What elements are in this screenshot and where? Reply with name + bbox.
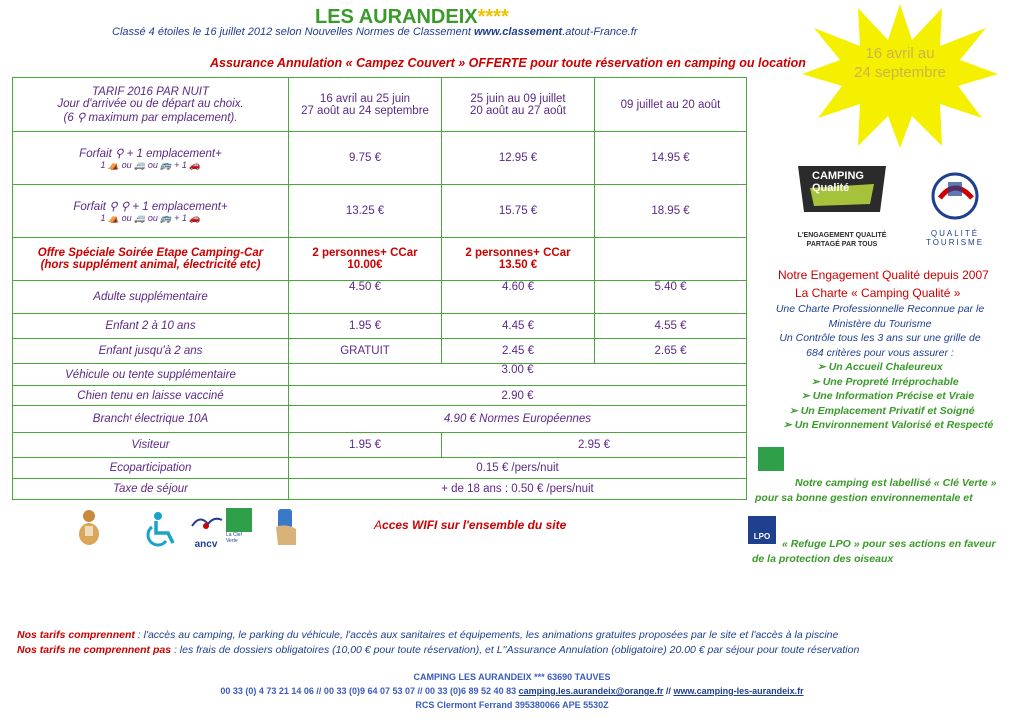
offre-p1-value: 10.00€ <box>347 259 383 271</box>
adulte-label: Adulte supplémentaire <box>13 281 289 314</box>
table-row <box>13 406 747 433</box>
offre-title: Offre Spéciale Soirée Etape Camping-Car <box>37 247 264 259</box>
cle-verte-line: Notre camping est labellisé « Clé Verte » <box>795 477 997 489</box>
taxe-price: + de 18 ans : 0.50 € /pers/nuit <box>289 479 747 500</box>
fire-safety-icon <box>76 508 102 546</box>
adulte-price-p3: 5.40 € <box>595 281 747 314</box>
footer <box>0 670 1024 712</box>
forfait-1-price-p2: 12.95 € <box>442 132 595 185</box>
wifi-initial: A <box>374 518 383 532</box>
footer-phones: 00 33 (0) 4 73 21 14 06 // 00 33 (0)9 64 07 53 07 // 00 33 (0)6 89 52 40 83 <box>220 686 519 696</box>
tariff-table <box>12 77 747 500</box>
tarifs-comprennent <box>17 628 859 643</box>
offre-price-p3 <box>595 238 747 281</box>
ancv-text: ancv <box>194 539 218 550</box>
offre-p2-desc: 2 personnes+ CCar <box>465 247 571 259</box>
qualite-tourisme-text: QUALITÉ TOURISME <box>925 229 985 247</box>
forfait-1-price-p1: 9.75 € <box>289 132 442 185</box>
enfant-2-10-price-p1: 1.95 € <box>289 314 442 339</box>
table-row <box>13 185 747 238</box>
footer-separator: // <box>663 686 674 696</box>
table-row <box>13 386 747 406</box>
forfait-2-label <box>13 185 289 238</box>
enfant-2-10-price-p2: 4.45 € <box>442 314 595 339</box>
list-item: ➢ Un Accueil Chaleureux <box>795 360 993 375</box>
bird-icon <box>186 512 226 534</box>
wifi-notice <box>374 518 566 532</box>
cle-verte-line: pour sa bonne gestion environnementale et <box>755 492 973 504</box>
season-start: 16 avril au <box>865 45 935 62</box>
enfant-2-10-price-p3: 4.55 € <box>595 314 747 339</box>
ancv-logo <box>186 512 226 548</box>
enfant-0-2-label: Enfant jusqu'à 2 ans <box>13 339 289 364</box>
ne-comprennent-text: : les frais de dossiers obligatoires (10,00 € pour toute réservation), et L''Assurance Annulation (obligatoire) 20.00 € par séjour pour toute réservation <box>171 643 860 656</box>
list-item: ➢ Un Environnement Valorisé et Respecté <box>783 418 993 433</box>
comprennent-label: Nos tarifs comprennent <box>17 629 135 641</box>
cle-verte-logo <box>758 447 786 479</box>
period-2-header <box>442 78 595 132</box>
title-text: LES AURANDEIX <box>315 6 478 28</box>
enfant-0-2-price-p3: 2.65 € <box>595 339 747 364</box>
enfant-0-2-price-p2: 2.45 € <box>442 339 595 364</box>
table-row <box>13 238 747 281</box>
forfait-2-price-p3: 18.95 € <box>595 185 747 238</box>
offre-p1-desc: 2 personnes+ CCar <box>312 247 418 259</box>
forfait-2-title: Forfait ⚲ ⚲ + 1 emplacement+ <box>73 200 228 213</box>
offre-price-p1 <box>289 238 442 281</box>
clef-verte-logo <box>226 508 254 548</box>
title-stars: **** <box>477 6 509 28</box>
ne-comprennent-label: Nos tarifs ne comprennent pas <box>17 643 172 656</box>
clef-verte-text: La Clef Verte <box>226 532 242 544</box>
chien-price: 2.90 € <box>289 386 747 406</box>
list-item: ➢ Un Emplacement Privatif et Soigné <box>789 404 993 419</box>
table-row <box>13 458 747 479</box>
enfant-2-10-label: Enfant 2 à 10 ans <box>13 314 289 339</box>
engagement-title: Notre Engagement Qualité depuis 2007 <box>778 268 989 282</box>
hand-card-icon <box>274 507 298 547</box>
tarifs-ne-comprennent <box>17 643 859 658</box>
footer-contacts <box>0 684 1024 698</box>
promo-banner: Assurance Annulation « Campez Couvert » OFFERTE pour toute réservation en camping ou location <box>210 56 806 70</box>
charte-list <box>795 360 993 433</box>
lpo-line: « Refuge LPO » pour ses actions en faveur <box>782 538 996 550</box>
period-1-header <box>289 78 442 132</box>
tariff-header-label <box>13 78 289 132</box>
eco-price: 0.15 € /pers/nuit <box>289 458 747 479</box>
forfait-2-price-p2: 15.75 € <box>442 185 595 238</box>
electricite-label: Branchᵗ électrique 10A <box>13 406 289 433</box>
vehicule-price: 3.00 € <box>289 364 747 386</box>
footer-email-link[interactable]: camping.les.aurandeix@orange.fr <box>518 686 664 696</box>
offre-price-p2 <box>442 238 595 281</box>
footer-address: CAMPING LES AURANDEIX *** 63690 TAUVES <box>413 672 611 682</box>
offre-label <box>13 238 289 281</box>
footer-website-link[interactable]: www.camping-les-aurandeix.fr <box>673 686 804 696</box>
season-end: 24 septembre <box>854 64 946 81</box>
cle-verte-square <box>758 447 784 471</box>
offre-p2-value: 13.50 € <box>498 259 538 271</box>
charte-desc-line: 684 critères pour vous assurer : <box>806 346 954 359</box>
tarifs-conditions <box>17 628 859 657</box>
chien-label: Chien tenu en laisse vacciné <box>13 386 289 406</box>
forfait-1-title: Forfait ⚲ + 1 emplacement+ <box>79 147 222 160</box>
charte-desc-line: Ministère du Tourisme <box>828 317 932 330</box>
taxe-label: Taxe de séjour <box>13 479 289 500</box>
eco-label: Ecoparticipation <box>13 458 289 479</box>
period-3-header <box>595 78 747 132</box>
visiteur-label: Visiteur <box>13 433 289 458</box>
lpo-description <box>752 537 1012 567</box>
qualite-tourisme-icon <box>910 168 1000 224</box>
classement-line <box>112 26 637 38</box>
lpo-text: LPO <box>753 532 771 541</box>
classement-domain: .atout-France.fr <box>562 26 638 38</box>
season-dates <box>842 44 958 82</box>
period-1-line1: 16 avril au 25 juin <box>319 92 411 105</box>
vehicule-label: Véhicule ou tente supplémentaire <box>13 364 289 386</box>
camping-qualite-text: CAMPING Qualité <box>812 170 864 194</box>
adulte-price-p1: 4.50 € <box>289 281 442 314</box>
period-2-line1: 25 juin au 09 juillet <box>470 92 566 105</box>
visiteur-price-p2: 2.95 € <box>442 433 747 458</box>
camping-vehicles-icon: 1 ⛺ ou 🚐 ou 🚌 + 1 🚗 <box>100 212 201 223</box>
table-row <box>13 479 747 500</box>
footer-rcs: RCS Clermont Ferrand 395380066 APE 5530Z <box>415 700 609 710</box>
period-3-line1: 09 juillet au 20 août <box>620 98 721 111</box>
camping-qualite-tagline: L'ENGAGEMENT QUALITÉ PARTAGÉ PAR TOUS <box>797 232 887 248</box>
period-2-line2: 20 août au 27 août <box>470 104 566 117</box>
forfait-1-price-p3: 14.95 € <box>595 132 747 185</box>
camping-vehicles-icon: 1 ⛺ ou 🚐 ou 🚌 + 1 🚗 <box>100 159 201 170</box>
wifi-text: cces WIFI sur l'ensemble du site <box>382 518 567 532</box>
comprennent-text: : l'accès au camping, le parking du véhicule, l'accès aux sanitaires et équipements, les animations gratuites proposées par le site et l'accès à la piscine <box>134 629 839 641</box>
electricite-price: 4.90 € Normes Européennes <box>289 406 747 433</box>
table-row <box>13 433 747 458</box>
forfait-2-price-p1: 13.25 € <box>289 185 442 238</box>
wheelchair-icon <box>140 511 180 547</box>
table-row <box>13 364 747 386</box>
table-row <box>13 281 747 314</box>
offre-note: (hors supplément animal, électricité etc) <box>40 259 261 271</box>
lpo-line: de la protection des oiseaux <box>752 553 894 565</box>
classement-text: Classé 4 étoiles le 16 juillet 2012 selon Nouvelles Normes de Classement <box>112 26 474 38</box>
enfant-0-2-price-p1: GRATUIT <box>289 339 442 364</box>
tariff-max-note: (6 ⚲ maximum par emplacement). <box>63 111 238 124</box>
table-row <box>13 132 747 185</box>
charte-desc-line: Une Charte Professionnelle Reconnue par le <box>775 303 985 315</box>
table-row <box>13 339 747 364</box>
tariff-year-label: TARIF 2016 PAR NUIT <box>92 85 209 98</box>
classement-link[interactable]: www.classement <box>473 26 563 38</box>
charte-title: La Charte « Camping Qualité » <box>795 286 961 300</box>
list-item: ➢ Une Propreté Irréprochable <box>795 375 993 390</box>
charte-desc-line: Un Contrôle tous les 3 ans sur une grille de <box>779 332 981 344</box>
table-header-row <box>13 78 747 132</box>
period-1-line2: 27 août au 24 septembre <box>301 104 429 117</box>
cle-verte-text <box>755 476 1015 506</box>
clef-verte-square <box>226 508 252 532</box>
visiteur-price-p1: 1.95 € <box>289 433 442 458</box>
qualite-tourisme-logo <box>910 168 1000 246</box>
adulte-price-p2: 4.60 € <box>442 281 595 314</box>
camping-qualite-logo <box>790 160 894 246</box>
table-row <box>13 314 747 339</box>
tariff-arrival-note: Jour d'arrivée ou de départ au choix. <box>57 97 244 110</box>
charte-description <box>760 302 1000 360</box>
forfait-1-label <box>13 132 289 185</box>
list-item: ➢ Une Information Précise et Vraie <box>795 389 993 404</box>
